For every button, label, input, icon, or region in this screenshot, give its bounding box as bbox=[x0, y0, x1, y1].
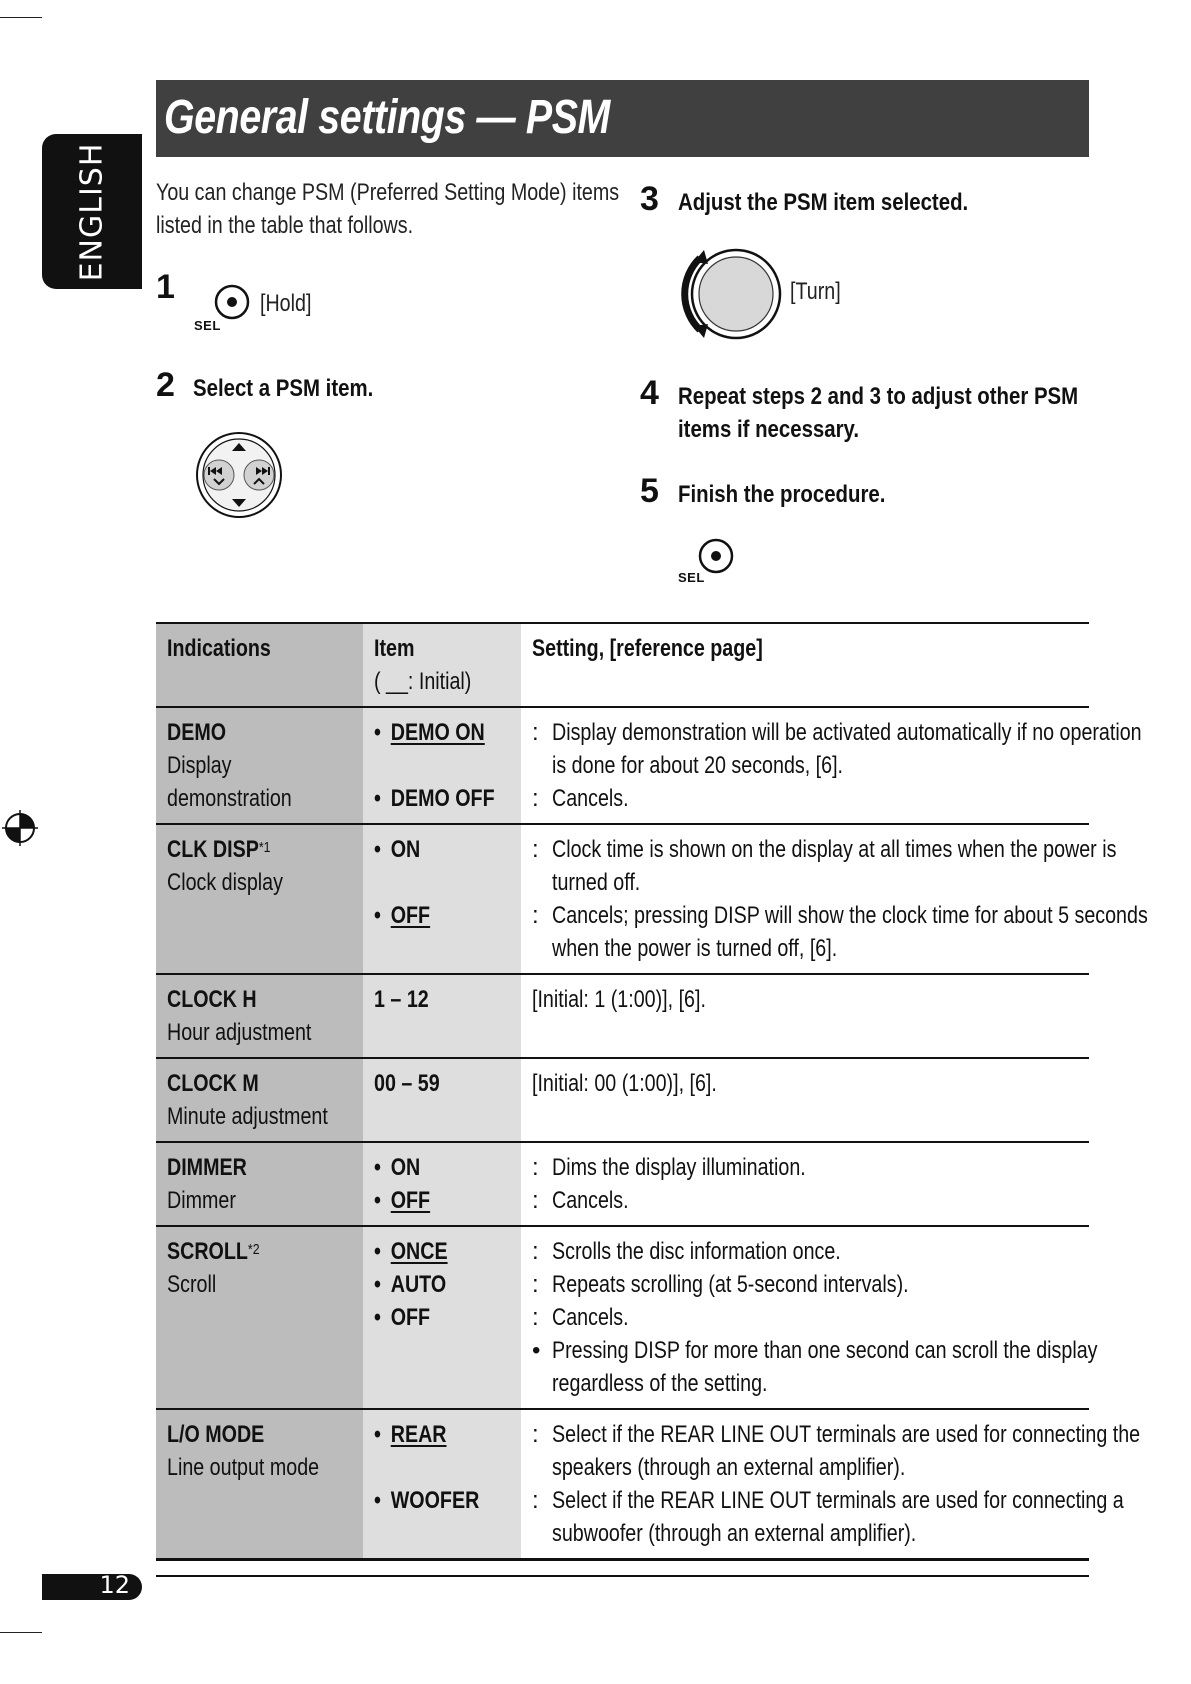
indication-cell: L/O MODE Line output mode bbox=[156, 1409, 363, 1560]
table-row bbox=[156, 974, 1089, 1058]
table-row bbox=[156, 824, 1089, 974]
indication-cell: DIMMER Dimmer bbox=[156, 1142, 363, 1226]
step-3-action: [Turn] bbox=[790, 278, 841, 305]
page-number-tab bbox=[42, 1571, 142, 1600]
setting-cell: : Dims the display illumination. : Cancels. bbox=[521, 1142, 1089, 1226]
sel-button-icon bbox=[212, 282, 252, 322]
step-5-text: Finish the procedure. bbox=[678, 481, 886, 508]
step-3-number: 3 bbox=[640, 180, 659, 218]
page-header bbox=[156, 80, 1089, 157]
step-5-number: 5 bbox=[640, 472, 659, 510]
indication-cell: CLK DISP$^{*1}$ Clock display bbox=[156, 824, 363, 974]
indication-cell: DEMO Display demonstration bbox=[156, 707, 363, 824]
table-row bbox=[156, 1409, 1089, 1560]
header-item-note: ( __: Initial) bbox=[374, 668, 472, 695]
step-1-action: [Hold] bbox=[260, 290, 312, 317]
crop-mark-bottom-left bbox=[0, 1632, 42, 1633]
item-cell: • ONCE • AUTO • OFF bbox=[363, 1226, 521, 1409]
indication-cell: SCROLL$^{*2}$ Scroll bbox=[156, 1226, 363, 1409]
step-3-text: Adjust the PSM item selected. bbox=[678, 189, 969, 216]
table-row bbox=[156, 1226, 1089, 1409]
header-indications: Indications bbox=[156, 623, 363, 707]
table-row bbox=[156, 707, 1089, 824]
item-cell: 00 – 59 bbox=[363, 1058, 521, 1142]
item-cell: • ON • OFF bbox=[363, 824, 521, 974]
step-4-text-line2: items if necessary. bbox=[678, 416, 860, 443]
step-1-number: 1 bbox=[156, 268, 175, 306]
control-dial-icon bbox=[676, 244, 788, 344]
setting-cell: [Initial: 1 (1:00)], [6]. bbox=[521, 974, 1089, 1058]
step-4-text-line1: Repeat steps 2 and 3 to adjust other PSM bbox=[678, 383, 1079, 410]
header-setting: Setting, [reference page] bbox=[521, 623, 1089, 707]
setting-cell: : Display demonstration will be activated automatically if no operation is done for about 20 seconds, [6]. : Cancels. bbox=[521, 707, 1089, 824]
item-cell: • ON • OFF bbox=[363, 1142, 521, 1226]
sel-button-label: SEL bbox=[678, 570, 705, 585]
intro-line: listed in the table that follows. bbox=[156, 212, 414, 239]
table-row bbox=[156, 1142, 1089, 1226]
intro-line: You can change PSM (Preferred Setting Mode) items bbox=[156, 179, 620, 206]
item-cell: • REAR • WOOFER bbox=[363, 1409, 521, 1560]
indication-cell: CLOCK M Minute adjustment bbox=[156, 1058, 363, 1142]
setting-cell: : Scrolls the disc information once. : Repeats scrolling (at 5-second intervals). : Cancels. • Pressing DISP for more than one second can scroll the display regardless of the setting. bbox=[521, 1226, 1089, 1409]
control-pad-icon bbox=[194, 430, 284, 520]
step-2-number: 2 bbox=[156, 366, 175, 404]
step-4-number: 4 bbox=[640, 374, 659, 412]
sel-button-label: SEL bbox=[194, 318, 221, 333]
table-row bbox=[156, 1058, 1089, 1142]
item-cell: 1 – 12 bbox=[363, 974, 521, 1058]
footer-rule bbox=[156, 1575, 1089, 1577]
table-header-row bbox=[156, 623, 1089, 707]
psm-settings-table bbox=[156, 622, 1148, 1561]
header-item: Item ( __: Initial) bbox=[363, 623, 521, 707]
setting-cell: [Initial: 00 (1:00)], [6]. bbox=[521, 1058, 1089, 1142]
setting-cell: : Clock time is shown on the display at all times when the power is turned off. : Cancels; pressing DISP will show the clock time for about 5 seconds when the power is turned off, [6]. bbox=[521, 824, 1089, 974]
step-2-text: Select a PSM item. bbox=[193, 375, 374, 402]
intro-text bbox=[156, 176, 620, 242]
crop-mark-top-left bbox=[0, 17, 42, 18]
page-number: 12 bbox=[99, 1571, 130, 1599]
language-tab bbox=[42, 134, 142, 289]
indication-cell: CLOCK H Hour adjustment bbox=[156, 974, 363, 1058]
page-title: General settings — PSM bbox=[164, 91, 610, 144]
language-label: ENGLISH bbox=[74, 142, 110, 281]
registration-mark-icon bbox=[2, 810, 38, 846]
item-cell: • DEMO ON • DEMO OFF bbox=[363, 707, 521, 824]
setting-cell: : Select if the REAR LINE OUT terminals are used for connecting the speakers (through an external amplifier). : Select if the REAR LINE OUT terminals are used for connecting a subwoofer (through an external amplifier). bbox=[521, 1409, 1089, 1560]
